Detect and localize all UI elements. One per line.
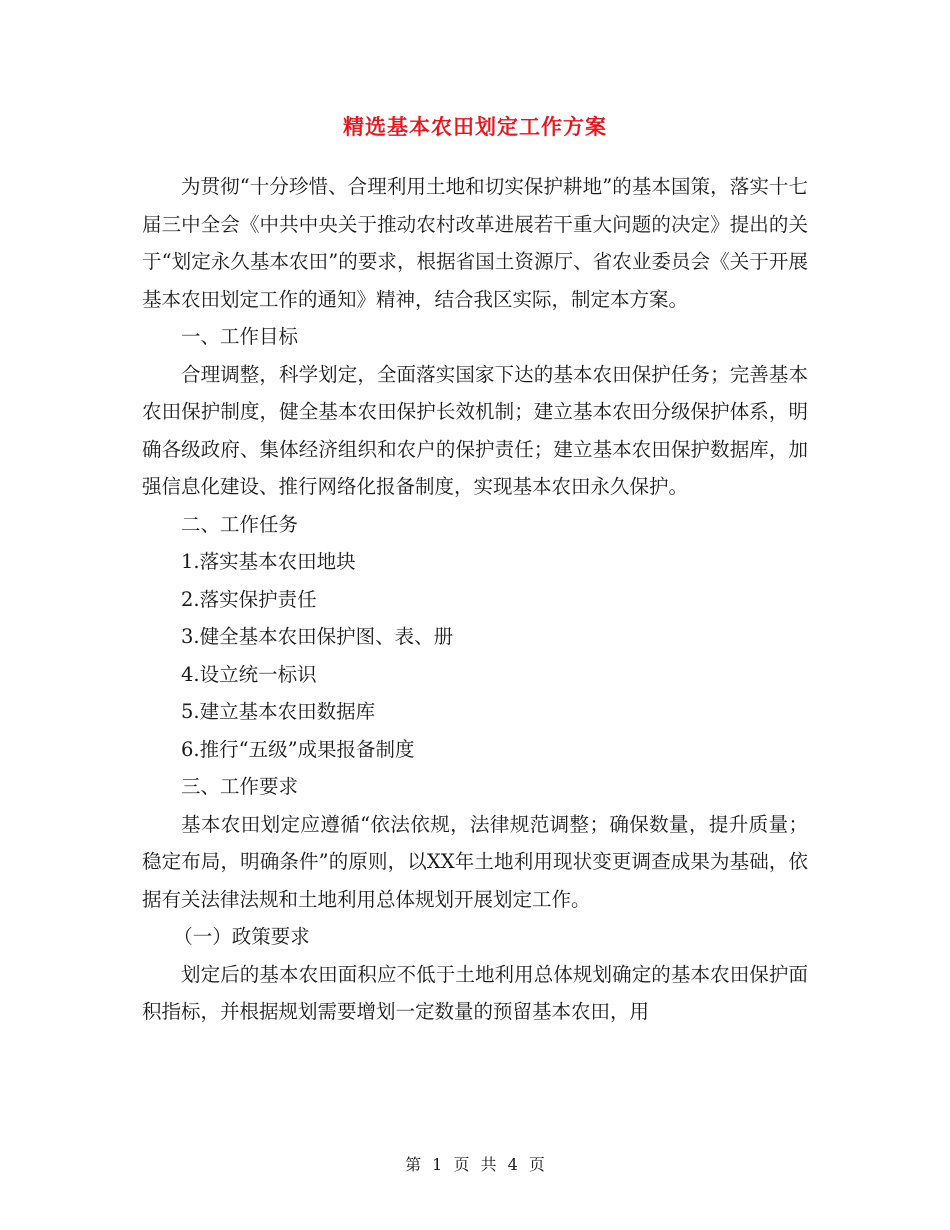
sub-heading-policy: （一）政策要求 bbox=[173, 925, 310, 948]
task-item: 6.推行“五级”成果报备制度 bbox=[181, 737, 415, 761]
document-title: 精选基本农田划定工作方案 bbox=[343, 114, 607, 139]
document-body bbox=[142, 168, 808, 1031]
task-item: 1.落实基本农田地块 bbox=[181, 550, 356, 573]
policy-paragraph: 划定后的基本农田面积应不低于土地利用总体规划确定的基本农田保护面积指标，并根据规划需要增划一定数量的预留基本农田，用 bbox=[142, 962, 808, 1023]
section-heading-goals: 一、工作目标 bbox=[181, 325, 299, 348]
page-footer: 第 1 页 共 4 页 bbox=[405, 1155, 545, 1174]
intro-paragraph: 为贯彻“十分珍惜、合理利用土地和切实保护耕地”的基本国策，落实十七届三中全会《中共中央关于推动农村改革进展若干重大问题的决定》提出的关于“划定永久基本农田”的要求，根据省国土资源厅、省农业委员会《关于开展基本农田划定工作的通知》精神，结合我区实际，制定本方案。 bbox=[142, 175, 808, 311]
goals-paragraph: 合理调整，科学划定，全面落实国家下达的基本农田保护任务；完善基本农田保护制度，健全基本农田保护长效机制；建立基本农田分级保护体系，明确各级政府、集体经济组织和农户的保护责任；建立基本农田保护数据库，加强信息化建设、推行网络化报备制度，实现基本农田永久保护。 bbox=[142, 362, 808, 498]
requirements-paragraph: 基本农田划定应遵循“依法依规，法律规范调整；确保数量，提升质量；稳定布局，明确条件”的原则，以XX年土地利用现状变更调查成果为基础，依据有关法律法规和土地利用总体规划开展划定工作。 bbox=[142, 812, 808, 911]
task-item: 4.设立统一标识 bbox=[181, 662, 317, 686]
section-heading-requirements: 三、工作要求 bbox=[181, 775, 299, 798]
task-item: 5.建立基本农田数据库 bbox=[181, 700, 376, 723]
task-item: 2.落实保护责任 bbox=[181, 587, 317, 611]
task-item: 3.健全基本农田保护图、表、册 bbox=[181, 625, 454, 648]
section-heading-tasks: 二、工作任务 bbox=[181, 512, 299, 536]
